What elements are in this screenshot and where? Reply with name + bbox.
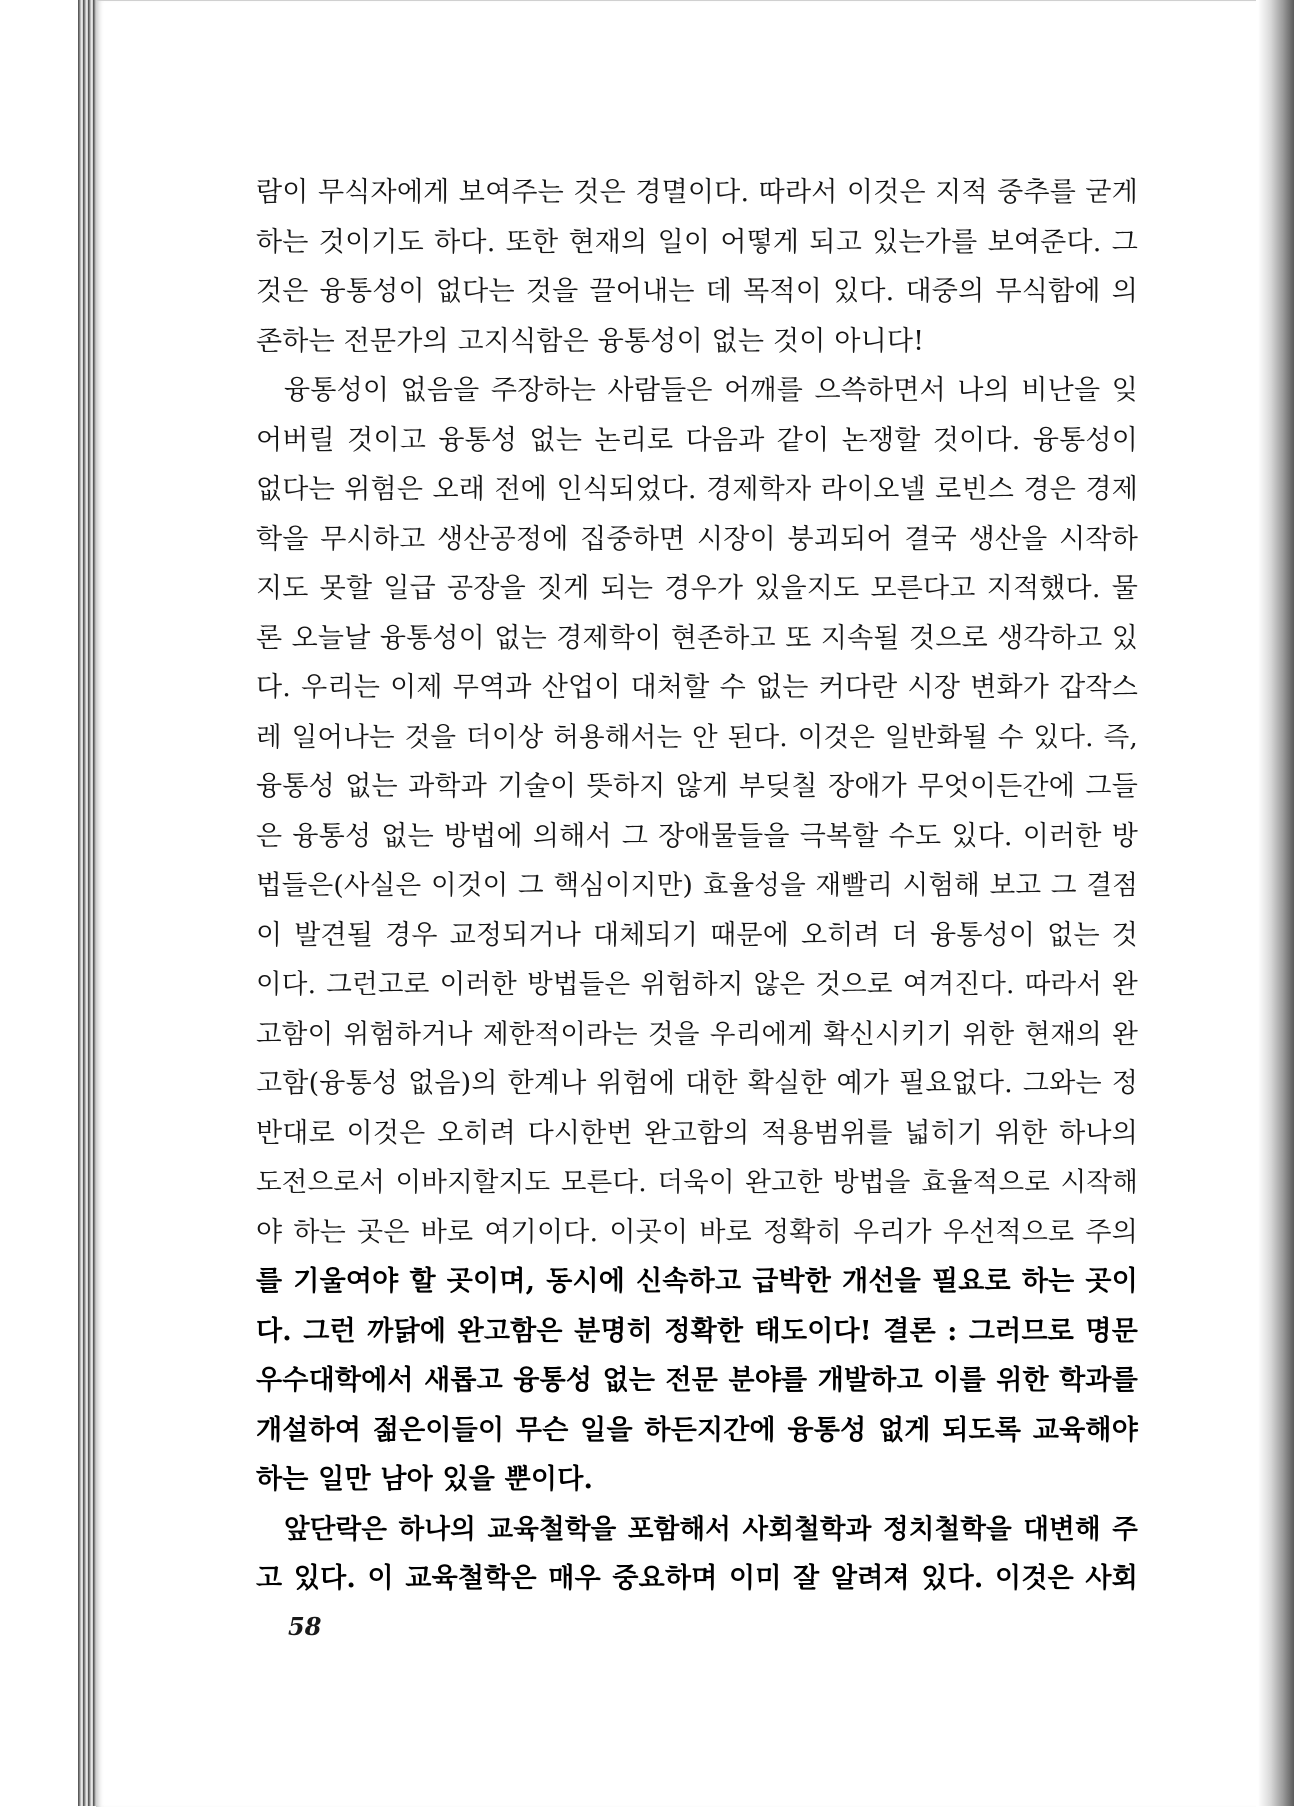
text-line: 이 발견될 경우 교정되거나 대체되기 때문에 오히려 더 융통성이 없는 것 <box>256 919 1138 951</box>
text-line: 융통성이 없음을 주장하는 사람들은 어깨를 으쓱하면서 나의 비난을 잊 <box>284 375 1138 406</box>
text-line: 학을 무시하고 생산공정에 집중하면 시장이 붕괴되어 결국 생산을 시작하 <box>256 523 1138 555</box>
text-line: 고함(융통성 없음)의 한계나 위험에 대한 확실한 예가 필요없다. 그와는 정 <box>256 1068 1138 1099</box>
text-line: 를 기울여야 할 곳이며, 동시에 신속하고 급박한 개선을 필요로 하는 곳이 <box>256 1266 1138 1297</box>
page-curl-shadow <box>1258 0 1294 1806</box>
text-line: 없다는 위험은 오래 전에 인식되었다. 경제학자 라이오넬 로빈스 경은 경제 <box>256 474 1138 505</box>
text-line: 다. 그런 까닭에 완고함은 분명히 정확한 태도이다! 결론 : 그러므로 명문 <box>256 1315 1138 1347</box>
text-line: 법들은(사실은 이것이 그 핵심이지만) 효율성을 재빨리 시험해 보고 그 결점 <box>256 870 1138 901</box>
text-line: 도전으로서 이바지할지도 모른다. 더욱이 완고한 방법을 효율적으로 시작해 <box>256 1167 1138 1198</box>
text-line: 고 있다. 이 교육철학은 매우 중요하며 이미 잘 알려져 있다. 이것은 사회 <box>256 1563 1138 1594</box>
text-line: 하는 일만 남아 있을 뿐이다. <box>256 1464 594 1495</box>
text-line: 람이 무식자에게 보여주는 것은 경멸이다. 따라서 이것은 지적 중추를 굳게 <box>256 177 1138 208</box>
text-line: 이다. 그런고로 이러한 방법들은 위험하지 않은 것으로 여겨진다. 따라서 완 <box>256 969 1138 1000</box>
body-text <box>256 168 1138 1604</box>
text-line: 레 일어나는 것을 더이상 허용해서는 안 된다. 이것은 일반화될 수 있다. 즉, <box>256 721 1138 753</box>
text-line: 하는 것이기도 하다. 또한 현재의 일이 어떻게 되고 있는가를 보여준다. 그 <box>256 226 1138 258</box>
text-line: 앞단락은 하나의 교육철학을 포함해서 사회철학과 정치철학을 대변해 주 <box>284 1513 1138 1545</box>
text-line: 다. 우리는 이제 무역과 산업이 대처할 수 없는 커다란 시장 변화가 갑작스 <box>256 672 1138 703</box>
text-line: 론 오늘날 융통성이 없는 경제학이 현존하고 또 지속될 것으로 생각하고 있 <box>256 622 1138 654</box>
text-line: 반대로 이것은 오히려 다시한번 완고함의 적용범위를 넓히기 위한 하나의 <box>256 1117 1138 1149</box>
text-line: 존하는 전문가의 고지식함은 융통성이 없는 것이 아니다! <box>256 325 925 357</box>
text-line: 은 융통성 없는 방법에 의해서 그 장애물들을 극복할 수도 있다. 이러한 방 <box>256 820 1138 852</box>
text-line: 지도 못할 일급 공장을 짓게 되는 경우가 있을지도 모른다고 지적했다. 물 <box>256 573 1138 604</box>
text-line: 우수대학에서 새롭고 융통성 없는 전문 분야를 개발하고 이를 위한 학과를 <box>256 1365 1138 1396</box>
text-line: 어버릴 것이고 융통성 없는 논리로 다음과 같이 논쟁할 것이다. 융통성이 <box>256 424 1138 456</box>
text-line: 것은 융통성이 없다는 것을 끌어내는 데 목적이 있다. 대중의 무식함에 의 <box>256 276 1138 307</box>
page-number: 58 <box>288 1612 322 1641</box>
text-line: 개설하여 젊은이들이 무슨 일을 하든지간에 융통성 없게 되도록 교육해야 <box>256 1414 1138 1446</box>
page-stack-edge <box>78 0 96 1806</box>
text-line: 고함이 위험하거나 제한적이라는 것을 우리에게 확신시키기 위한 현재의 완 <box>256 1018 1138 1050</box>
text-line: 야 하는 곳은 바로 여기이다. 이곳이 바로 정확히 우리가 우선적으로 주의 <box>256 1216 1138 1248</box>
text-line: 융통성 없는 과학과 기술이 뜻하지 않게 부딪칠 장애가 무엇이든간에 그들 <box>256 771 1138 802</box>
